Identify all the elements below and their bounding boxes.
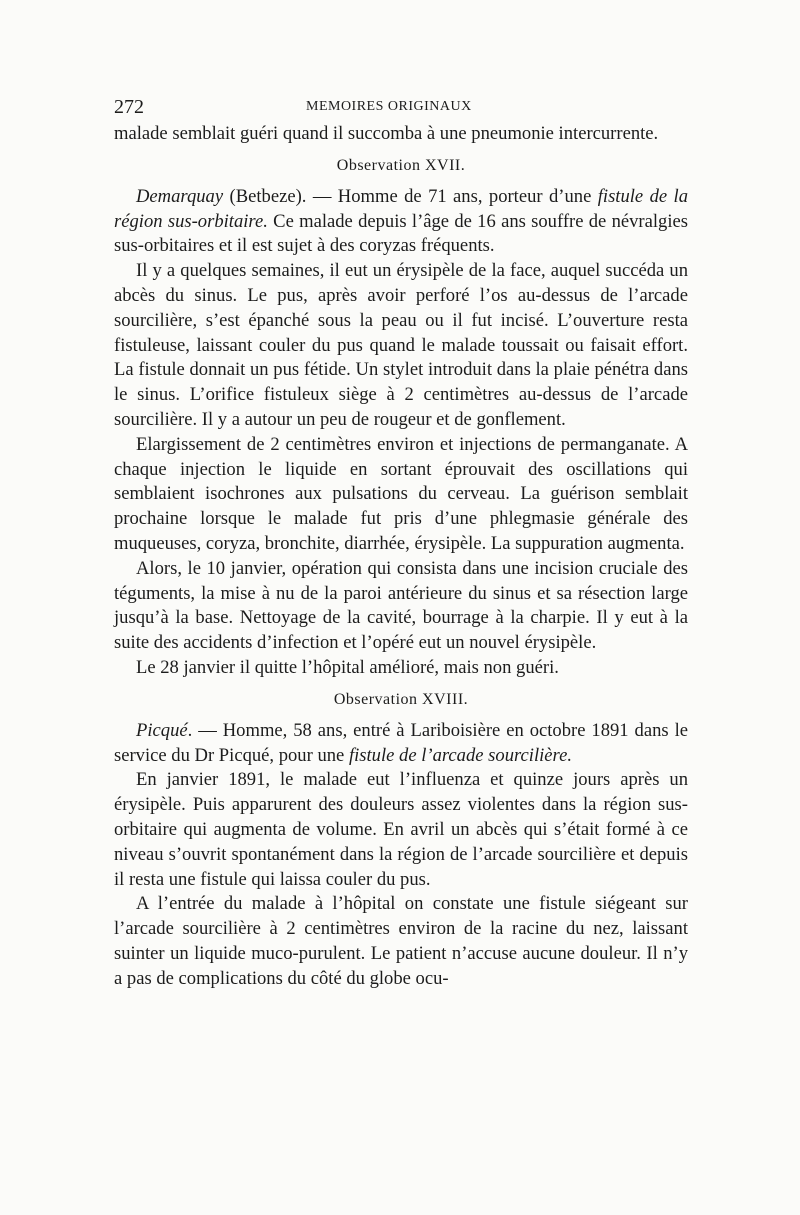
paragraph-continued: malade semblait guéri quand il succomba à une pneumonie intercurrente. <box>114 123 659 144</box>
running-head: MEMOIRES ORIGINAUX <box>306 99 472 114</box>
observation-xviii-paragraph-3: A l’entrée du malade à l’hôpital on constate une fistule siégeant sur l’arcade sourcilière à 2 centimètres environ de la racine du nez, laissant suinter un liquide muco-purulent. Le patient n’accuse aucune douleur. Il n’y a pas de complications du côté du globe ocu- <box>114 893 688 989</box>
intro-emphasis: fistule de l’arcade sourcilière. <box>348 744 573 766</box>
intro-text-a: (Betbeze). — Homme de 71 ans, porteur d’une <box>223 185 598 207</box>
page <box>114 96 688 992</box>
observation-xviii-paragraph-2: En janvier 1891, le malade eut l’influenza et quinze jours après un érysipèle. Puis apparurent des douleurs assez violentes dans la région sus-orbitaire qui augmenta de volume. En avril un abcès qui s’était formé à ce niveau s’ouvrit spontanément dans la région de l’arcade sourcilière et depuis il resta une fistule qui laissa couler du pus. <box>114 769 688 890</box>
author-name: Picqué <box>136 719 188 741</box>
intro-text-a: . — Homme, 58 ans, entré à Lariboisière en octobre 1891 dans le service du Dr Picqué, pour une <box>114 719 688 766</box>
observation-heading-xvii: Observation XVII. <box>336 156 466 174</box>
body-text <box>114 122 688 992</box>
observation-xviii-intro <box>114 719 688 769</box>
page-number: 272 <box>114 96 144 118</box>
observation-xvii-paragraph-5: Le 28 janvier il quitte l’hôpital amélioré, mais non guéri. <box>136 656 559 678</box>
author-name: Demarquay <box>136 185 224 207</box>
observation-xvii-intro <box>114 185 688 259</box>
observation-heading-xviii: Observation XVIII. <box>333 690 469 708</box>
page-header <box>114 96 688 122</box>
observation-xvii-paragraph-4: Alors, le 10 janvier, opération qui consista dans une incision cruciale des téguments, la mise à nu de la paroi antérieure du sinus et sa résection large jusqu’à la base. Nettoyage de la cavité, bourrage à la charpie. Il y eut à la suite des accidents d’infection et l’opéré eut un nouvel érysipèle. <box>114 557 688 654</box>
observation-xvii-paragraph-3: Elargissement de 2 centimètres environ et injections de permanganate. A chaque injection le liquide en sortant éprouvait des oscillations qui semblaient isochrones aux pulsations du cerveau. La guérison semblait prochaine lorsque le malade fut pris d’une phlegmasie générale des muqueuses, coryza, bronchite, diarrhée, érysipèle. La suppuration augmenta. <box>114 433 688 554</box>
intro-text-b: Ce malade depuis l’âge de 16 ans souffre de névralgies sus-orbitaires et il est sujet à des coryzas fréquents. <box>114 210 688 257</box>
observation-xvii-paragraph-2: Il y a quelques semaines, il eut un érysipèle de la face, auquel succéda un abcès du sinus. Le pus, après avoir perforé l’os au-dessus de l’arcade sourcilière, s’est épanché sous la peau ou il fut incisé. L’ouverture resta fistuleuse, laissant couler du pus quand le malade toussait ou faisait effort. La fistule donnait un pus fétide. Un stylet introduit dans la plaie pénétra dans le sinus. L’orifice fistuleux siège à 2 centimètres au-dessus de l’arcade sourcilière. Il y a autour un peu de rougeur et de gonflement. <box>114 260 688 430</box>
intro-emphasis: fistule de la région sus-orbitaire. <box>114 185 688 232</box>
